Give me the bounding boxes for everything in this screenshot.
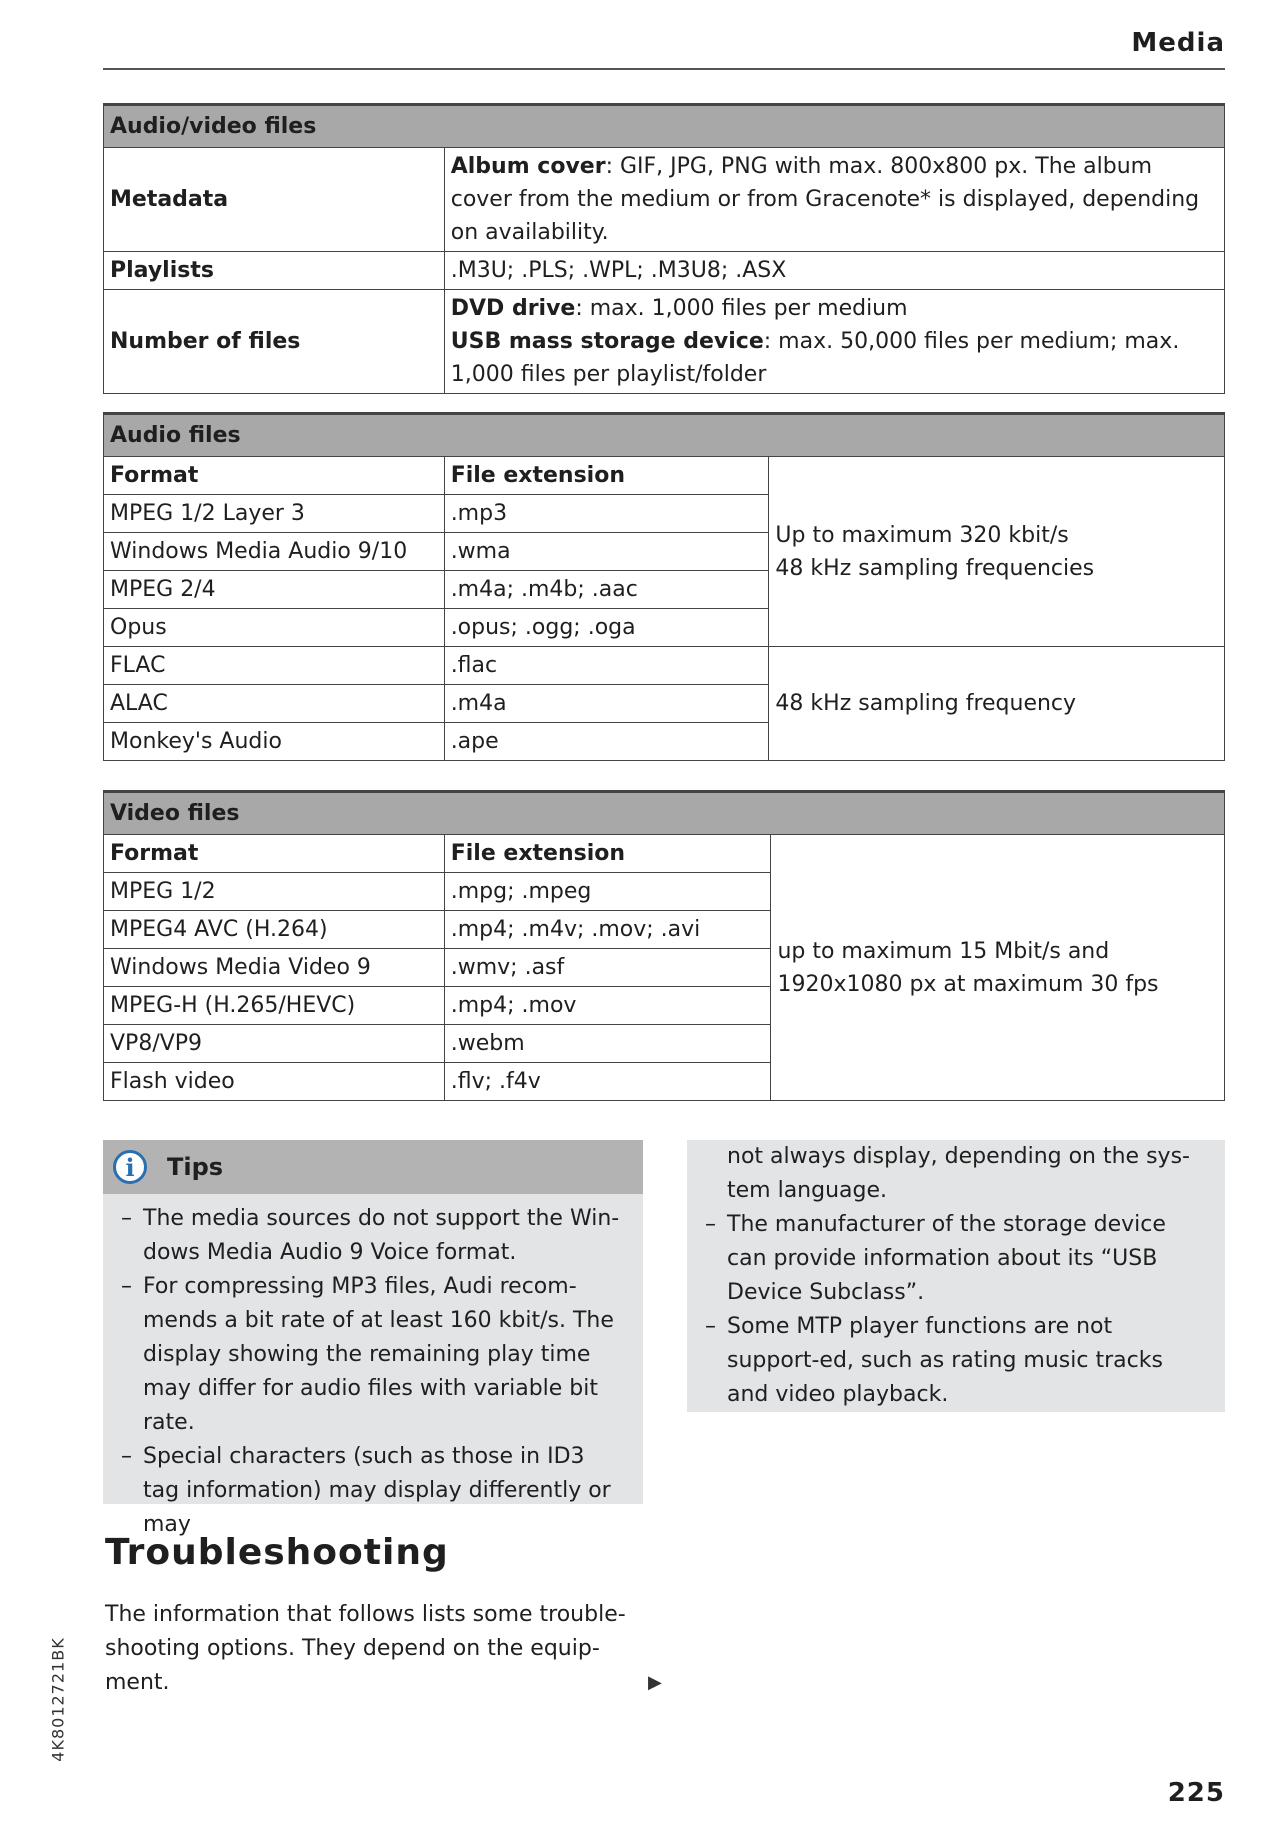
format-cell: Opus	[104, 609, 445, 647]
column-header-extension: File extension	[444, 835, 771, 873]
tips-box-continued	[687, 1140, 1225, 1412]
format-cell: Windows Media Audio 9/10	[104, 533, 445, 571]
sampling-note: 48 kHz sampling frequency	[769, 647, 1225, 761]
video-files-table	[103, 790, 1225, 1101]
column-header-format: Format	[104, 457, 445, 495]
album-cover-label: Album cover	[450, 154, 606, 179]
usb-storage-line	[451, 325, 1218, 391]
extension-cell: .webm	[444, 1025, 771, 1063]
row-label-number-of-files: Number of files	[104, 290, 445, 394]
list-item: – The media sources do not support the Win-dows Media Audio 9 Voice format.	[121, 1202, 623, 1270]
note-line: Up to maximum 320 kbit/s	[775, 522, 1069, 548]
list-item: – For compressing MP3 files, Audi recom-mends a bit rate of at least 160 kbit/s. The display showing the remaining play time may differ for audio files with variable bit rate.	[121, 1270, 623, 1440]
audio-video-files-table	[103, 103, 1225, 394]
extension-cell: .flv; .f4v	[444, 1063, 771, 1101]
table-title: Audio files	[104, 414, 1225, 457]
row-value-metadata	[444, 148, 1224, 252]
row-value-playlists: .M3U; .PLS; .WPL; .M3U8; .ASX	[444, 252, 1224, 290]
document-code: 4K8012721BK	[48, 1637, 68, 1762]
bitrate-note	[769, 457, 1225, 647]
section-heading: Troubleshooting	[105, 1532, 449, 1573]
info-icon: i	[113, 1150, 147, 1184]
list-item: – Some MTP player functions are not support-ed, such as rating music tracks and video playback.	[705, 1310, 1207, 1412]
format-cell: FLAC	[104, 647, 445, 685]
table-title: Audio/video files	[104, 105, 1225, 148]
dvd-drive-text: : max. 1,000 files per medium	[575, 296, 908, 321]
dvd-drive-line	[451, 292, 1218, 325]
usb-storage-label: USB mass storage device	[450, 329, 764, 354]
table-title: Video files	[104, 792, 1225, 835]
column-header-format: Format	[104, 835, 445, 873]
row-value-number-of-files	[444, 290, 1224, 394]
format-cell: MPEG-H (H.265/HEVC)	[104, 987, 445, 1025]
extension-cell: .ape	[444, 723, 769, 761]
page-number: 225	[1167, 1778, 1225, 1808]
extension-cell: .flac	[444, 647, 769, 685]
table-row	[104, 647, 1225, 685]
format-cell: MPEG 1/2 Layer 3	[104, 495, 445, 533]
extension-cell: .m4a	[444, 685, 769, 723]
tips-header	[103, 1140, 643, 1194]
extension-cell: .mpg; .mpeg	[444, 873, 771, 911]
intro-paragraph: The information that follows lists some trouble-shooting options. They depend on the equip-ment.	[105, 1602, 626, 1695]
format-cell: MPEG 1/2	[104, 873, 445, 911]
tips-list	[687, 1208, 1225, 1412]
extension-cell: .mp4; .mov	[444, 987, 771, 1025]
page-section-title: Media	[1131, 28, 1225, 58]
row-label-metadata: Metadata	[104, 148, 445, 252]
note-line: 1920x1080 px at maximum 30 fps	[777, 971, 1159, 997]
extension-cell: .m4a; .m4b; .aac	[444, 571, 769, 609]
extension-cell: .mp3	[444, 495, 769, 533]
dvd-drive-label: DVD drive	[450, 296, 576, 321]
extension-cell: .mp4; .m4v; .mov; .avi	[444, 911, 771, 949]
tips-box	[103, 1140, 643, 1537]
continue-arrow-icon: ▶	[648, 1672, 662, 1693]
note-line: up to maximum 15 Mbit/s and	[777, 938, 1110, 964]
note-line: 48 kHz sampling frequencies	[775, 555, 1095, 581]
extension-cell: .wma	[444, 533, 769, 571]
column-header-extension: File extension	[444, 457, 769, 495]
video-limit-note	[771, 835, 1225, 1101]
audio-files-table	[103, 412, 1225, 761]
format-cell: VP8/VP9	[104, 1025, 445, 1063]
list-item: – The manufacturer of the storage device can provide information about its “USB Device Subclass”.	[705, 1208, 1207, 1310]
format-cell: Windows Media Video 9	[104, 949, 445, 987]
format-cell: MPEG4 AVC (H.264)	[104, 911, 445, 949]
row-label-playlists: Playlists	[104, 252, 445, 290]
album-cover-text: : GIF, JPG, PNG with max. 800x800 px. The album cover from the medium or from Gracenote* is displayed, depending on availability.	[450, 154, 1200, 245]
format-cell: Flash video	[104, 1063, 445, 1101]
format-cell: Monkey's Audio	[104, 723, 445, 761]
list-item: – Special characters (such as those in ID3 tag information) may display differently or may	[121, 1440, 623, 1542]
usb-storage-text: : max. 50,000 files per medium; max. 1,000 files per playlist/folder	[450, 329, 1180, 387]
extension-cell: .wmv; .asf	[444, 949, 771, 987]
tips-list	[103, 1194, 643, 1542]
extension-cell: .opus; .ogg; .oga	[444, 609, 769, 647]
format-cell: ALAC	[104, 685, 445, 723]
header-rule	[103, 68, 1225, 70]
tips-continuation: not always display, depending on the sys-tem language.	[727, 1144, 1190, 1203]
tips-title: Tips	[167, 1153, 224, 1181]
format-cell: MPEG 2/4	[104, 571, 445, 609]
